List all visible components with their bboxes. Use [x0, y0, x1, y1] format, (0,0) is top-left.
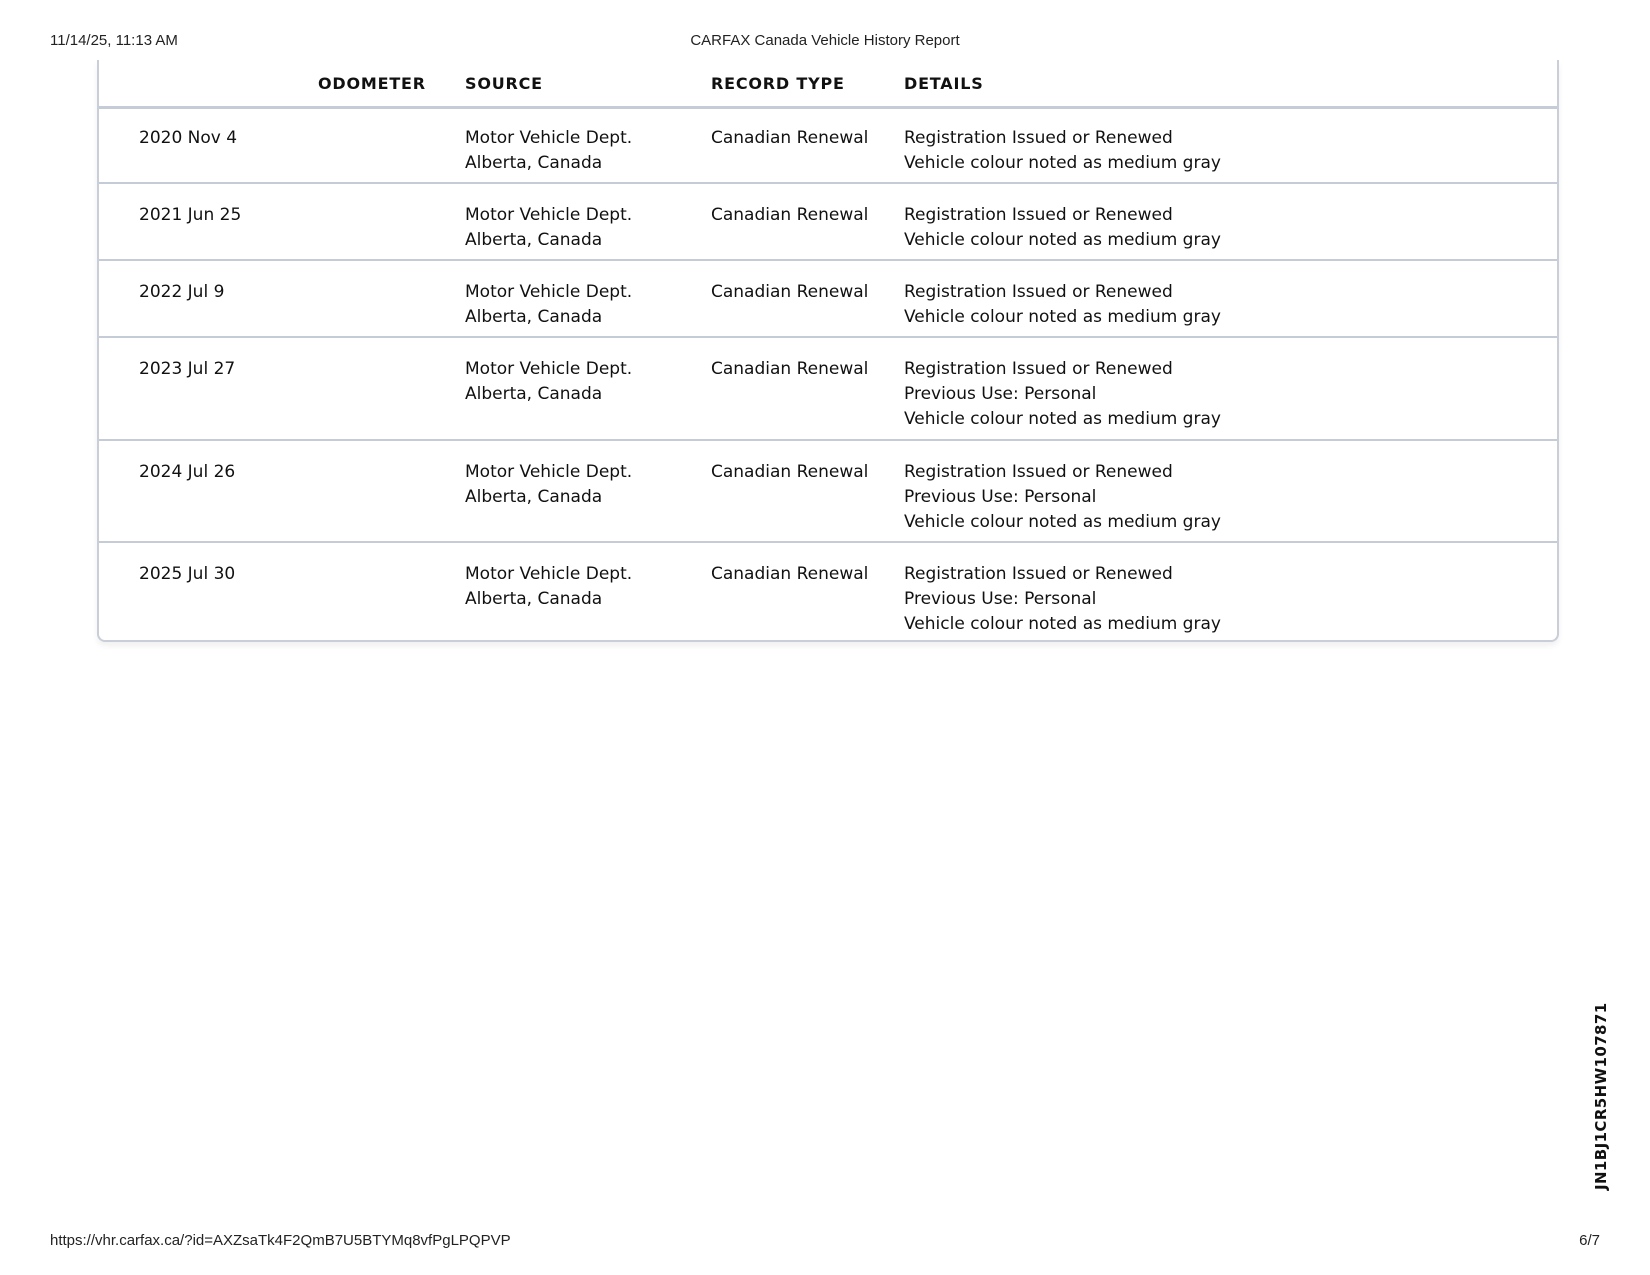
details-line: Previous Use: Personal: [904, 384, 1097, 404]
row-date: 2020 Nov 4: [139, 128, 238, 148]
history-table: [97, 60, 1559, 642]
source-line: Motor Vehicle Dept.: [465, 128, 633, 148]
row-details: [904, 357, 1221, 432]
row-source: [465, 562, 632, 612]
row-source: [465, 280, 632, 330]
details-line: Vehicle colour noted as medium gray: [904, 230, 1221, 250]
header-source: SOURCE: [465, 74, 543, 93]
source-line: Motor Vehicle Dept.: [465, 282, 633, 302]
source-line: Alberta, Canada: [465, 153, 603, 173]
print-header-title: CARFAX Canada Vehicle History Report: [690, 32, 960, 49]
details-line: Vehicle colour noted as medium gray: [904, 512, 1221, 532]
row-source: [465, 357, 632, 407]
details-line: Registration Issued or Renewed: [904, 462, 1173, 482]
details-line: Previous Use: Personal: [904, 589, 1097, 609]
table-header-row: [99, 60, 1557, 109]
details-line: Registration Issued or Renewed: [904, 128, 1173, 148]
details-line: Vehicle colour noted as medium gray: [904, 307, 1221, 327]
details-line: Vehicle colour noted as medium gray: [904, 153, 1221, 173]
header-odometer: ODOMETER: [318, 74, 426, 93]
source-line: Motor Vehicle Dept.: [465, 205, 633, 225]
row-source: [465, 203, 632, 253]
row-date: 2025 Jul 30: [139, 564, 236, 584]
source-line: Alberta, Canada: [465, 487, 603, 507]
details-line: Vehicle colour noted as medium gray: [904, 614, 1221, 634]
table-row: [99, 543, 1557, 640]
row-details: [904, 126, 1221, 176]
source-line: Alberta, Canada: [465, 384, 603, 404]
vin-label: JN1BJ1CR5HW107871: [1592, 1002, 1610, 1190]
row-date: 2023 Jul 27: [139, 359, 236, 379]
row-record-type: Canadian Renewal: [711, 462, 869, 482]
source-line: Alberta, Canada: [465, 230, 603, 250]
source-line: Alberta, Canada: [465, 589, 603, 609]
details-line: Registration Issued or Renewed: [904, 359, 1173, 379]
details-line: Registration Issued or Renewed: [904, 282, 1173, 302]
print-footer-page-number: 6/7: [1579, 1232, 1600, 1249]
table-row: [99, 338, 1557, 441]
row-record-type: Canadian Renewal: [711, 128, 869, 148]
row-record-type: Canadian Renewal: [711, 205, 869, 225]
header-details: DETAILS: [904, 74, 984, 93]
row-details: [904, 460, 1221, 535]
row-record-type: Canadian Renewal: [711, 282, 869, 302]
row-date: 2021 Jun 25: [139, 205, 242, 225]
row-date: 2022 Jul 9: [139, 282, 225, 302]
row-date: 2024 Jul 26: [139, 462, 236, 482]
table-row: [99, 184, 1557, 261]
print-header-datetime: 11/14/25, 11:13 AM: [50, 32, 178, 49]
header-record-type: RECORD TYPE: [711, 74, 845, 93]
row-details: [904, 562, 1221, 637]
source-line: Motor Vehicle Dept.: [465, 462, 633, 482]
row-record-type: Canadian Renewal: [711, 359, 869, 379]
row-source: [465, 460, 632, 510]
row-source: [465, 126, 632, 176]
print-footer-url: https://vhr.carfax.ca/?id=AXZsaTk4F2QmB7U5BTYMq8vfPgLPQPVP: [50, 1232, 511, 1249]
details-line: Previous Use: Personal: [904, 487, 1097, 507]
table-row: [99, 107, 1557, 184]
details-line: Registration Issued or Renewed: [904, 205, 1173, 225]
table-row: [99, 261, 1557, 338]
source-line: Motor Vehicle Dept.: [465, 359, 633, 379]
source-line: Motor Vehicle Dept.: [465, 564, 633, 584]
row-details: [904, 280, 1221, 330]
table-row: [99, 441, 1557, 543]
source-line: Alberta, Canada: [465, 307, 603, 327]
row-details: [904, 203, 1221, 253]
details-line: Vehicle colour noted as medium gray: [904, 409, 1221, 429]
row-record-type: Canadian Renewal: [711, 564, 869, 584]
details-line: Registration Issued or Renewed: [904, 564, 1173, 584]
